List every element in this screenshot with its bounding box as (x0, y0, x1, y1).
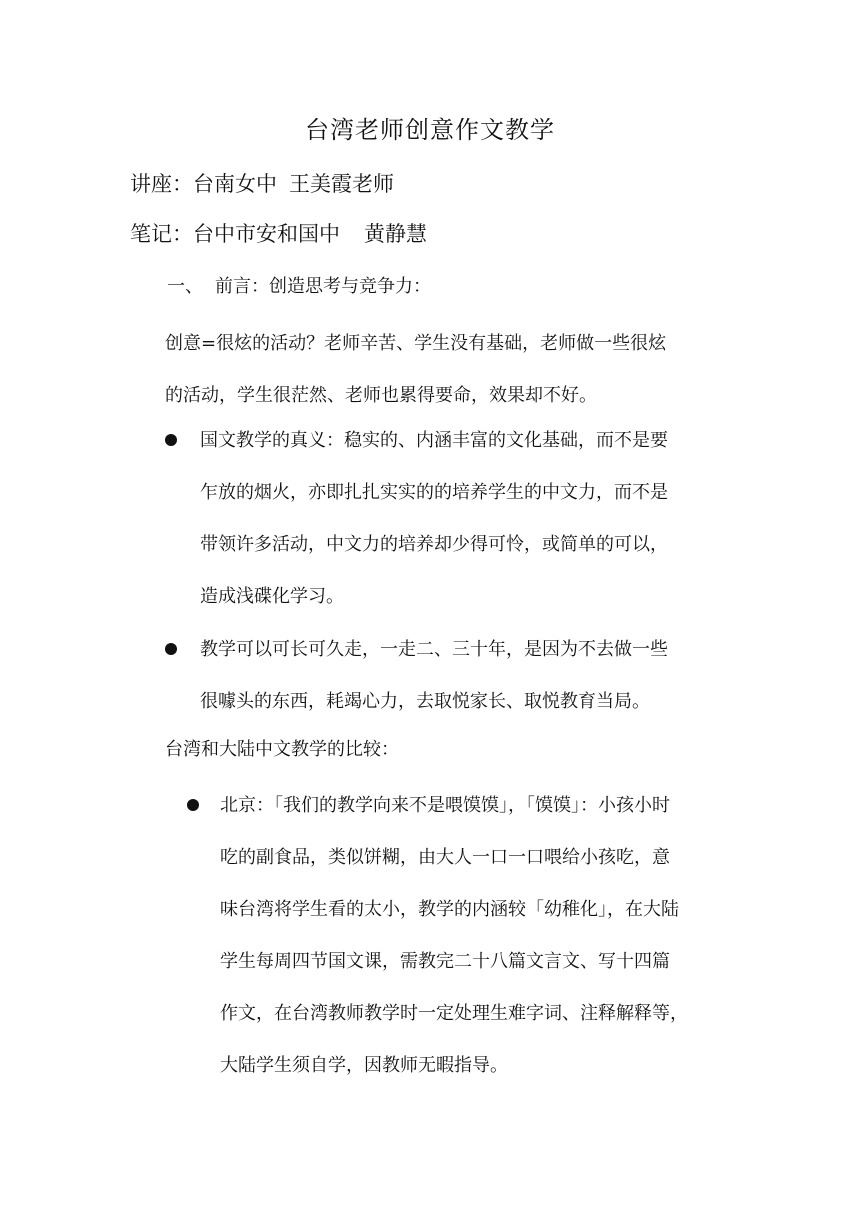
lecture-line (130, 168, 394, 200)
section-number: 一、 (167, 276, 203, 297)
lecture-label: 讲座： (130, 172, 193, 196)
bullet-line: 作文，在台湾教师教学时一定处理生难字词、注释解释等， (220, 1003, 688, 1024)
intro-line: 的活动，学生很茫然、老师也累得要命，效果却不好。 (165, 385, 597, 406)
bullet-line: 带领许多活动，中文力的培养却少得可怜，或简单的可以， (200, 534, 668, 555)
lecture-teacher: 王美霞老师 (289, 172, 394, 196)
intro-paragraph (165, 318, 745, 422)
bullet-text (200, 624, 730, 728)
intro-line: 创意=很炫的活动？老师辛苦、学生没有基础，老师做一些很炫 (165, 333, 667, 354)
bullet-line: 造成浅碟化学习。 (200, 586, 344, 607)
section-title: 前言：创造思考与竞争力： (215, 276, 431, 297)
bullet-dot-icon (165, 434, 177, 446)
bullet-line: 教学可以可长可久走，一走二、三十年，是因为不去做一些 (200, 639, 668, 660)
bullet-line: 吃的副食品，类似饼糊，由大人一口一口喂给小孩吃，意 (220, 847, 670, 868)
bullet-line: 味台湾将学生看的太小，教学的内涵较「幼稚化」，在大陆 (220, 899, 679, 920)
bullet-text (220, 780, 732, 1092)
notes-school: 台中市安和国中 (193, 222, 340, 246)
bullet-line: 大陆学生须自学，因教师无暇指导。 (220, 1055, 508, 1076)
bullet-line: 学生每周四节国文课，需教完二十八篇文言文、写十四篇 (220, 951, 670, 972)
bullet-line: 北京：「我们的教学向来不是喂馍馍」，「馍馍」：小孩小时 (220, 795, 670, 816)
bullet-line: 国文教学的真义：稳实的、内涵丰富的文化基础，而不是要 (200, 430, 668, 451)
lecture-school: 台南女中 (193, 172, 277, 196)
bullet-line: 乍放的烟火，亦即扎扎实实的的培养学生的中文力，而不是 (200, 482, 668, 503)
bullet-dot-icon (187, 799, 199, 811)
notes-line (130, 218, 427, 250)
bullet-line: 很噱头的东西，耗竭心力，去取悦家长、取悦教育当局。 (200, 691, 650, 712)
bullet-dot-icon (165, 643, 177, 655)
comparison-heading: 台湾和大陆中文教学的比较： (165, 739, 399, 760)
bullet-text (200, 415, 730, 623)
notes-label: 笔记： (130, 222, 193, 246)
document-title: 台湾老师创意作文教学 (305, 116, 555, 144)
section-heading (167, 272, 431, 302)
notes-author: 黄静慧 (364, 222, 427, 246)
